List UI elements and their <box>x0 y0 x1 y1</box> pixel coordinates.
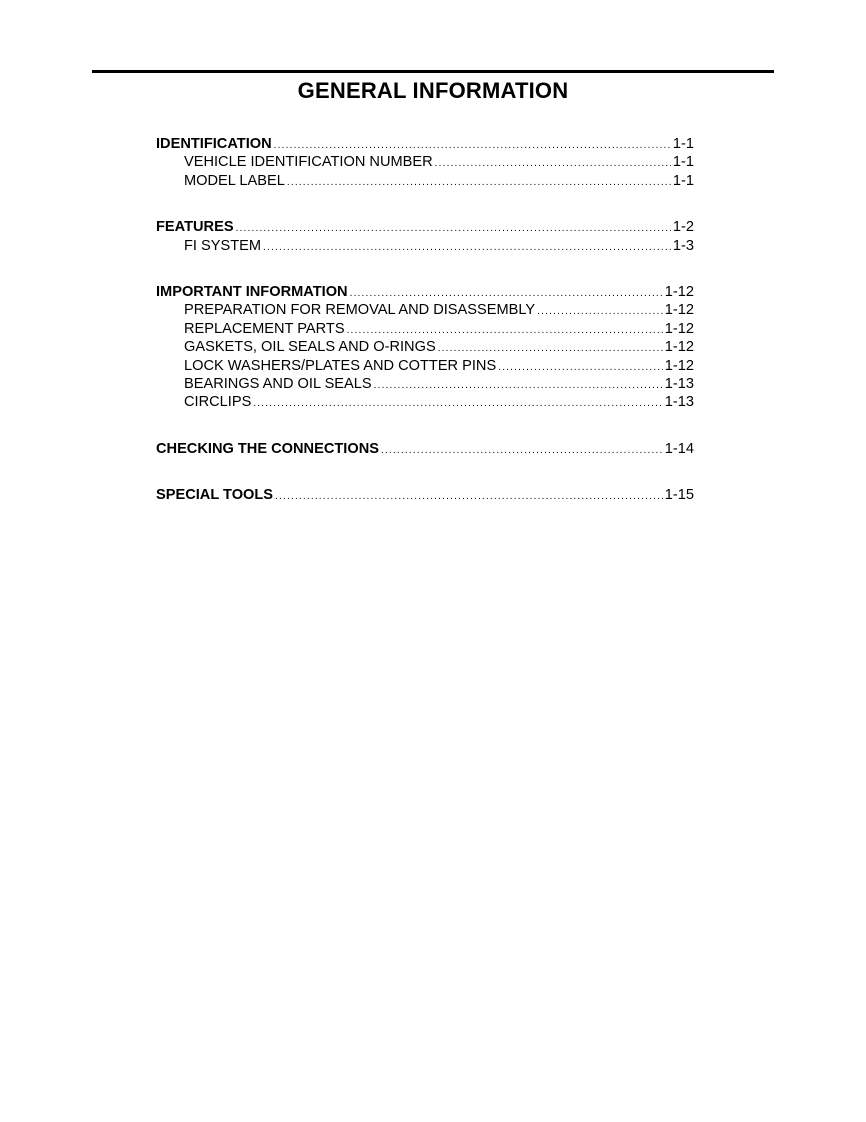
toc-subentry-title: GASKETS, OIL SEALS AND O-RINGS <box>184 339 436 356</box>
toc-entry-title: IDENTIFICATION <box>156 136 272 152</box>
toc-entry-title: FEATURES <box>156 219 234 236</box>
toc-entry-page: 1-2 <box>672 219 694 236</box>
toc-entry-title: SPECIAL TOOLS <box>156 487 274 504</box>
toc-section-checking-connections <box>156 440 694 458</box>
dot-leader <box>537 303 663 321</box>
toc-subentry-replacement-parts[interactable] <box>156 320 694 338</box>
toc-subentry-page: 1-12 <box>664 339 694 356</box>
toc-subentry-page: 1-13 <box>664 394 694 411</box>
toc-section-identification <box>156 135 694 190</box>
toc-entry-identification[interactable] <box>156 135 694 153</box>
toc-section-special-tools <box>156 486 694 504</box>
toc-entry-special-tools[interactable] <box>156 486 694 504</box>
page-title: GENERAL INFORMATION <box>297 78 569 103</box>
toc-subentry-model-label[interactable] <box>156 172 694 190</box>
toc-subentry-title: BEARINGS AND OIL SEALS <box>184 375 372 392</box>
toc-subentry-title: VEHICLE IDENTIFICATION NUMBER <box>184 154 433 171</box>
toc-entry-page: 1-12 <box>664 283 694 300</box>
toc-entry-page: 1-14 <box>664 440 694 457</box>
table-of-contents <box>156 135 694 532</box>
toc-subentry-title: PREPARATION FOR REMOVAL AND DISASSEMBLY <box>184 302 536 319</box>
toc-subentry-bearings[interactable] <box>156 375 694 393</box>
toc-subentry-title: LOCK WASHERS/PLATES AND COTTER PINS <box>184 357 497 374</box>
dot-leader <box>435 155 671 173</box>
toc-entry-page: 1-15 <box>664 487 694 504</box>
toc-section-features <box>156 218 694 255</box>
toc-entry-title: IMPORTANT INFORMATION <box>156 283 348 300</box>
toc-subentry-circlips[interactable] <box>156 393 694 411</box>
toc-subentry-title: FI SYSTEM <box>184 237 262 254</box>
toc-subentry-fi-system[interactable] <box>156 237 694 255</box>
toc-subentry-title: CIRCLIPS <box>184 394 252 411</box>
dot-leader <box>275 488 663 506</box>
toc-entry-checking-connections[interactable] <box>156 440 694 458</box>
toc-subentry-preparation[interactable] <box>156 301 694 319</box>
toc-subentry-title: MODEL LABEL <box>184 172 285 189</box>
dot-leader <box>263 239 671 257</box>
toc-entry-features[interactable] <box>156 218 694 236</box>
toc-subentry-gaskets[interactable] <box>156 338 694 356</box>
dot-leader <box>498 359 663 377</box>
toc-subentry-lock-washers[interactable] <box>156 357 694 375</box>
dot-leader <box>381 442 663 460</box>
toc-subentry-page: 1-12 <box>664 302 694 319</box>
toc-entry-page: 1-1 <box>672 136 694 152</box>
dot-leader <box>253 395 662 413</box>
toc-subentry-page: 1-3 <box>672 237 694 254</box>
toc-entry-important-information[interactable] <box>156 283 694 301</box>
dot-leader <box>236 220 671 238</box>
toc-section-important-information <box>156 283 694 412</box>
toc-subentry-page: 1-1 <box>672 172 694 189</box>
toc-subentry-vehicle-identification-number[interactable] <box>156 153 694 171</box>
toc-subentry-page: 1-13 <box>664 375 694 392</box>
toc-subentry-page: 1-12 <box>664 357 694 374</box>
toc-entry-title: CHECKING THE CONNECTIONS <box>156 440 379 457</box>
toc-subentry-page: 1-12 <box>664 320 694 337</box>
toc-subentry-page: 1-1 <box>672 154 694 171</box>
dot-leader <box>287 174 671 192</box>
dot-leader <box>374 377 663 395</box>
top-rule <box>92 70 774 73</box>
toc-subentry-title: REPLACEMENT PARTS <box>184 320 345 337</box>
